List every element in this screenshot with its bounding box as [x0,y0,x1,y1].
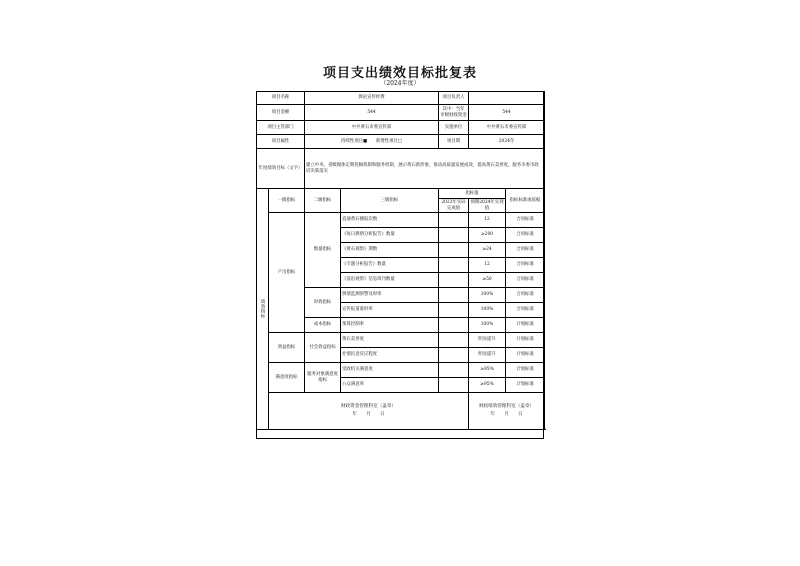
row-name: 《专题分析报告》数量 [341,258,439,273]
row-expected: 12 [469,258,506,273]
header-actual-2023: 2023年实际完成值 [439,199,469,213]
header-level3: 三级指标 [341,189,439,213]
header-basis: 指标标准或依据 [506,189,545,213]
row-basis: 计划标准 [506,333,545,348]
row-expected: 100% [469,318,506,333]
row-name: 宣传报道准时率 [341,303,439,318]
row-basis: 计划标准 [506,363,545,378]
row-expected: 明显提升 [469,333,506,348]
row-expected: ≥95% [469,378,506,393]
row-name: 舆情监测预警及时率 [341,288,439,303]
level1-output: 产出指标 [269,213,305,333]
row-basis: 计划标准 [506,348,545,363]
value-dept: 中共黄石市委宣传部 [305,121,439,135]
level2-service-satisfaction: 服务对象满意度指标 [305,363,341,393]
label-of-which: 其中：当年 [442,107,465,113]
level2-cost: 成本指标 [305,318,341,333]
label-impl-unit: 实施单位 [439,121,469,135]
label-dept: 项目主管部门 [257,121,305,135]
fiscal-year: （2024年度） [380,80,420,87]
row-basis: 合同标准 [506,243,545,258]
row-name: 黄石美誉度 [341,333,439,348]
row-basis: 合同标准 [506,228,545,243]
level1-benefit: 效益指标 [269,333,305,363]
label-fiscal-funds-text: 市级财政资金 [440,112,467,118]
row-basis: 合同标准 [506,303,545,318]
label-period: 项目期 [439,135,469,149]
row-expected: 明显提升 [469,348,506,363]
row-name: 《前沿观察》信息周刊数量 [341,273,439,288]
header-expected-2024: 预期2024年实现值 [470,200,504,211]
level2-social-benefit: 社会效益指标 [305,333,341,363]
label-annual-goal: 年度绩效目标（文字） [257,149,305,189]
row-expected: ≥50 [469,273,506,288]
row-expected: 100% [469,303,506,318]
row-name: 直通黄石播报次数 [341,213,439,228]
value-attribute: 持续性项目■ 新增性项目□ [305,135,439,149]
right-date-label: 年 月 日 [490,412,523,417]
level1-satisfaction: 满意度指标 [269,363,305,393]
row-name: 《黄石观察》期数 [341,243,439,258]
table-outer-border [256,91,544,439]
label-project-name: 项目名称 [257,92,305,105]
header-level1: 一级指标 [269,189,305,213]
row-basis: 合同标准 [506,213,545,228]
row-expected: ≥24 [469,243,506,258]
row-basis: 合同标准 [506,258,545,273]
value-project-amount: 544 [305,105,439,121]
left-date-label: 年 月 日 [352,412,385,417]
row-name: 公众满意率 [341,378,439,393]
row-basis: 计划标准 [506,318,545,333]
row-expected: 12 [469,213,506,228]
label-project-amount: 项目金额 [257,105,305,121]
row-basis: 合同标准 [506,288,545,303]
label-project-owner: 项目负责人 [439,92,469,105]
value-impl-unit: 中共黄石市委宣传部 [469,121,545,135]
level2-quantity: 数量指标 [305,213,341,288]
row-name: 《每日舆情分析报告》数量 [341,228,439,243]
right-office-label: 财政绩效管理科室（盖章） [478,403,535,409]
value-project-name: 舆论宣传经费 [305,92,439,105]
row-name: 受政机关满意度 [341,363,439,378]
header-index-value: 指标值 [439,189,506,199]
perf-indicator-label: 绩效指标 [260,299,266,319]
left-office-label: 财政资金管理科室（盖章） [340,403,397,409]
row-basis: 合同标准 [506,273,545,288]
value-period: 2024年 [469,135,545,149]
row-expected: ≥200 [469,228,506,243]
row-expected: ≥95% [469,363,506,378]
label-attribute: 项目属性 [257,135,305,149]
row-expected: 100% [469,288,506,303]
page-title: 项目支出绩效目标批复表 [322,66,477,81]
level2-timeliness: 时效指标 [305,288,341,318]
value-fiscal-funds: 544 [469,105,545,121]
row-name: 预算控制率 [341,318,439,333]
header-level2: 二级指标 [305,189,341,213]
row-name: 社情民意反应程度 [341,348,439,363]
value-annual-goal: 建立中央、省级媒体定期投稿机制和服务机制，展示黄石新形象，推动高质量发展成效，提高黄石美誉度，服务市委市政府决策落实 [305,149,545,189]
row-basis: 计划标准 [506,378,545,393]
